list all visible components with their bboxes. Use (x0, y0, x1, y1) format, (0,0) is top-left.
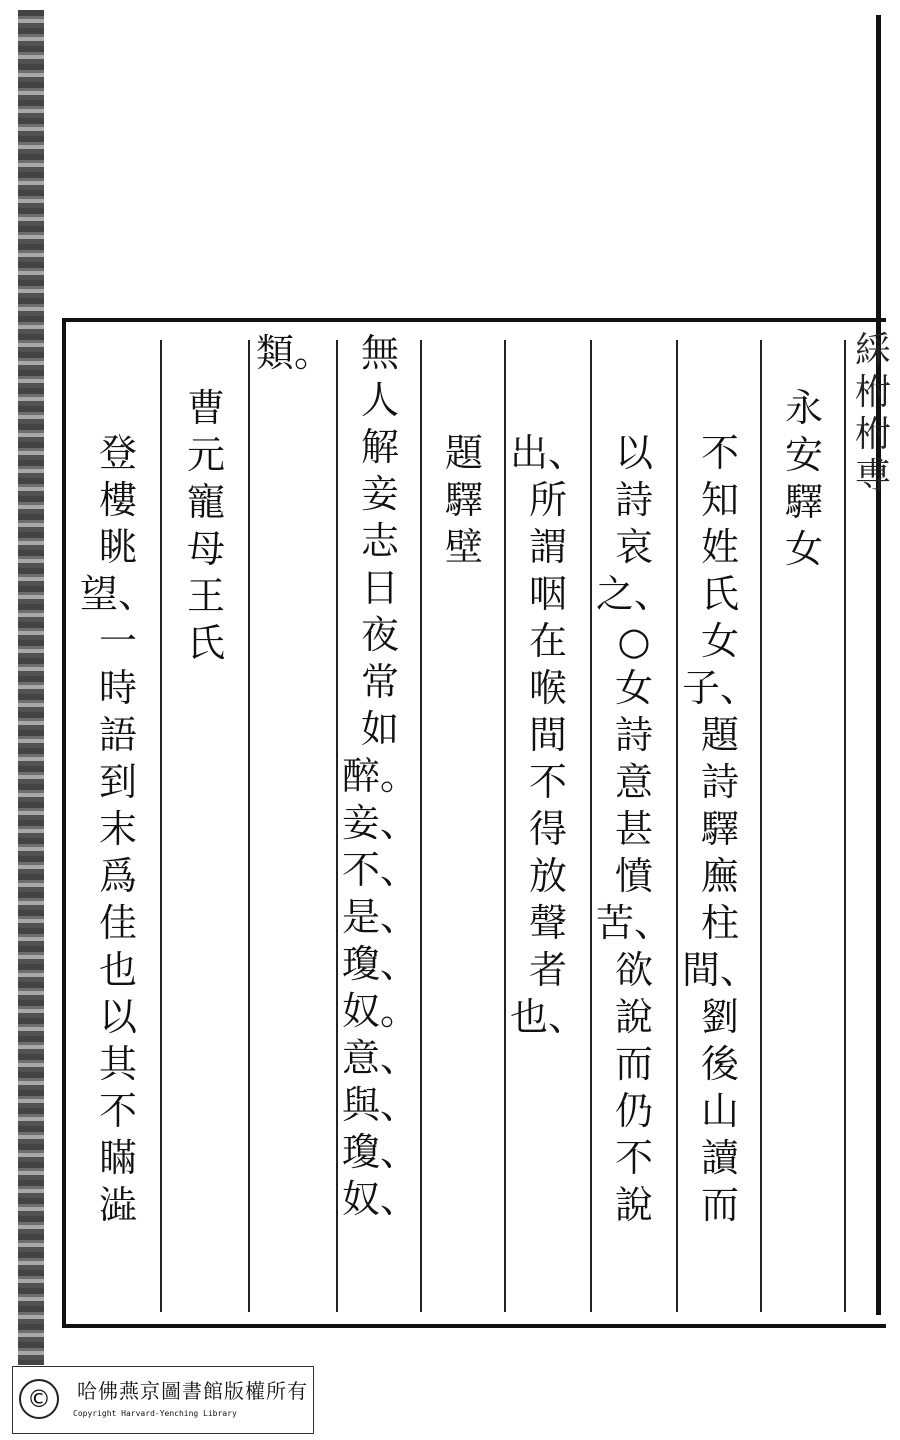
text-char: 而 (700, 1183, 739, 1227)
text-char: 咽 (528, 572, 567, 616)
text-char: 母 (186, 527, 225, 571)
text-char: 欲 (614, 948, 653, 992)
text-char: 柱 (700, 901, 739, 945)
text-char: 驛 (700, 807, 739, 851)
text-char: 得 (528, 807, 567, 851)
column-rule (504, 340, 506, 1312)
text-char: 是、 (342, 895, 419, 939)
text-char: 佳 (98, 901, 137, 945)
text-char: 知 (700, 478, 739, 522)
text-char: 以 (98, 995, 137, 1039)
text-char: 不 (528, 760, 567, 804)
text-char: 望、 (80, 572, 157, 616)
copyright-stamp (12, 1366, 314, 1434)
text-char: 說 (614, 1183, 653, 1227)
text-char: 女 (784, 527, 823, 571)
text-char: 間 (528, 713, 567, 757)
text-char: 王 (186, 574, 225, 618)
text-char: 瓊、 (342, 1130, 419, 1174)
running-head-fragment: 綵 柎 柎 尃 (855, 330, 892, 497)
text-char: 常 (360, 660, 399, 704)
text-char: 氏 (186, 621, 225, 665)
text-char: 詩 (614, 713, 653, 757)
text-char: 題 (444, 431, 483, 475)
text-char: 不、 (342, 848, 419, 892)
text-char: 女 (700, 619, 739, 663)
text-char: 劉 (700, 995, 739, 1039)
text-char: 人 (360, 378, 399, 422)
text-column-title-cao (180, 385, 232, 667)
text-char: 一 (98, 619, 137, 663)
text-char: 詩 (700, 760, 739, 804)
text-column (596, 430, 673, 1229)
text-char: 澁 (98, 1183, 137, 1227)
text-char: 不 (614, 1136, 653, 1180)
text-column (256, 330, 333, 377)
text-char: 曹 (186, 386, 225, 430)
text-char: 志 (360, 519, 399, 563)
text-char: 醉。 (342, 754, 419, 798)
book-spine-edge (18, 10, 44, 1365)
text-char: 壁 (444, 525, 483, 569)
column-rule (590, 340, 592, 1312)
text-char: 解 (360, 425, 399, 469)
text-column-poem-title (438, 430, 490, 571)
text-char: 也 (98, 948, 137, 992)
text-char: 元 (186, 433, 225, 477)
text-column (682, 430, 759, 1229)
text-char: 意、 (342, 1036, 419, 1080)
column-rule (420, 340, 422, 1312)
column-rule (248, 340, 250, 1312)
text-char: 說 (614, 995, 653, 1039)
text-column (80, 430, 157, 1229)
text-char: 在 (528, 619, 567, 663)
text-char: 後 (700, 1042, 739, 1086)
text-char: 氏 (700, 572, 739, 616)
copyright-english: Copyright Harvard-Yenching Library (73, 1409, 237, 1418)
text-char: 不 (700, 431, 739, 475)
text-char: 仍 (614, 1089, 653, 1133)
text-column-title-yongan (778, 385, 830, 573)
text-char: 瓊、 (342, 942, 419, 986)
text-char: 樓 (98, 478, 137, 522)
text-char: 讀 (700, 1136, 739, 1180)
text-char: ○ (617, 619, 651, 663)
text-char: 以 (614, 431, 653, 475)
text-char: 題 (700, 713, 739, 757)
column-rule (760, 340, 762, 1312)
text-char: 登 (98, 431, 137, 475)
text-char: 苦、 (596, 901, 673, 945)
text-char: 喉 (528, 666, 567, 710)
text-char: 日 (360, 566, 399, 610)
text-char: 語 (98, 713, 137, 757)
text-char: 姓 (700, 525, 739, 569)
text-char: 甚 (614, 807, 653, 851)
text-char: 不 (98, 1089, 137, 1133)
text-char: 妾 (360, 472, 399, 516)
text-char: 出、 (510, 431, 587, 475)
text-char: 奴。 (342, 989, 419, 1033)
column-rule (676, 340, 678, 1312)
text-char: 其 (98, 1042, 137, 1086)
text-char: 之、 (596, 572, 673, 616)
column-rule (336, 340, 338, 1312)
text-char: 詩 (614, 478, 653, 522)
text-char: 永 (784, 386, 823, 430)
text-char: 意 (614, 760, 653, 804)
text-char: 與、 (342, 1083, 419, 1127)
text-char: 無 (360, 331, 399, 375)
text-char: 時 (98, 666, 137, 710)
text-char: 而 (614, 1042, 653, 1086)
copyright-chinese: 哈佛燕京圖書館版權所有 (77, 1379, 308, 1403)
text-char: 妾、 (342, 801, 419, 845)
text-char: 夜 (360, 613, 399, 657)
text-char: 哀 (614, 525, 653, 569)
column-rule (160, 340, 162, 1312)
text-char: 女 (614, 666, 653, 710)
text-char: 聲 (528, 901, 567, 945)
text-char: 瞞 (98, 1136, 137, 1180)
text-char: 驛 (444, 478, 483, 522)
text-char: 廡 (700, 854, 739, 898)
text-char: 如 (360, 707, 399, 751)
text-char: 驛 (784, 480, 823, 524)
text-char: 奴、 (342, 1177, 419, 1221)
text-char: 山 (700, 1089, 739, 1133)
column-rule (844, 340, 846, 1312)
text-char: 放 (528, 854, 567, 898)
text-char: 爲 (98, 854, 137, 898)
text-char: 寵 (186, 480, 225, 524)
text-char: 間、 (682, 948, 759, 992)
text-char: 也、 (510, 995, 587, 1039)
text-char: 子、 (682, 666, 759, 710)
text-char: 安 (784, 433, 823, 477)
text-column-poem (342, 330, 419, 1223)
text-char: 謂 (528, 525, 567, 569)
text-char: 所 (528, 478, 567, 522)
copyright-symbol: © (19, 1379, 59, 1419)
text-char: 到 (98, 760, 137, 804)
text-char: 者 (528, 948, 567, 992)
text-char: 末 (98, 807, 137, 851)
text-char: 憤 (614, 854, 653, 898)
text-column (510, 430, 587, 1041)
text-char: 眺 (98, 525, 137, 569)
text-char: 類。 (256, 331, 333, 375)
